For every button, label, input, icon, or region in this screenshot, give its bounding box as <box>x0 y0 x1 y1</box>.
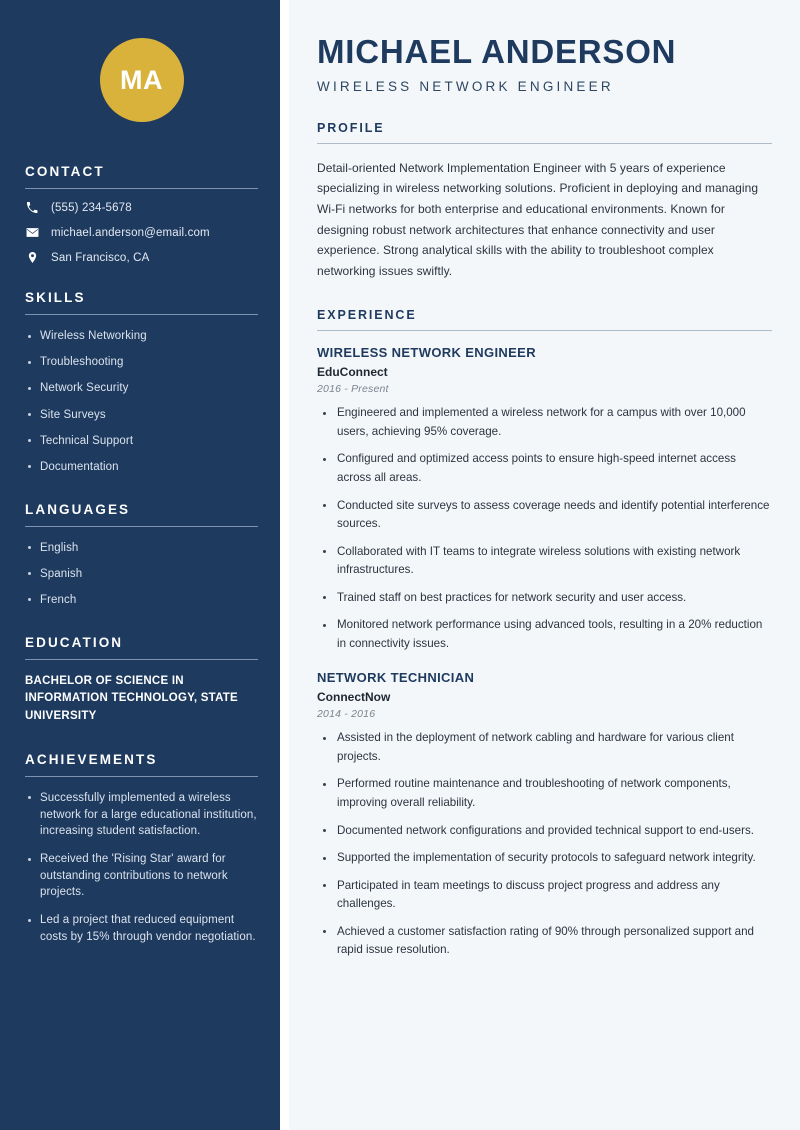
contact-list <box>25 202 258 264</box>
languages-divider <box>25 526 258 527</box>
profile-divider <box>317 143 772 144</box>
sidebar <box>0 0 280 1130</box>
experience-company: EduConnect <box>317 365 388 380</box>
experience-section <box>317 308 772 959</box>
list-item: Led a project that reduced equipment costs by 15% through vendor negotiation. <box>25 912 258 945</box>
list-item: Collaborated with IT teams to integrate wireless solutions with existing network infrastructures. <box>317 543 772 580</box>
contact-item-email <box>25 226 258 239</box>
experience-dates: 2016 - Present <box>317 383 389 396</box>
list-item: Site Surveys <box>25 407 258 424</box>
skills-section <box>25 290 258 476</box>
envelope-icon <box>25 226 39 239</box>
page-title: MICHAEL ANDERSON <box>317 33 677 70</box>
education-heading: EDUCATION <box>25 634 124 650</box>
contact-heading: CONTACT <box>25 164 105 179</box>
list-item: Supported the implementation of security protocols to safeguard network integrity. <box>317 849 772 868</box>
skills-list <box>25 328 258 476</box>
education-entry: BACHELOR OF SCIENCE IN INFORMATION TECHNOLOGY, STATE UNIVERSITY <box>25 674 238 723</box>
contact-item-phone <box>25 202 258 214</box>
contact-phone-value: (555) 234-5678 <box>51 202 132 214</box>
languages-heading: LANGUAGES <box>25 501 131 517</box>
list-item: Wireless Networking <box>25 328 258 345</box>
contact-divider <box>25 188 258 189</box>
contact-email-value: michael.anderson@email.com <box>51 226 210 239</box>
achievements-list <box>25 790 258 945</box>
phone-icon <box>25 202 39 214</box>
profile-section <box>317 121 772 282</box>
contact-item-location <box>25 251 258 264</box>
experience-company: ConnectNow <box>317 690 391 705</box>
main-content <box>289 0 800 1130</box>
list-item: English <box>25 540 258 557</box>
experience-role: WIRELESS NETWORK ENGINEER <box>317 345 536 361</box>
list-item: Trained staff on best practices for network security and user access. <box>317 589 772 608</box>
profile-text: Detail-oriented Network Implementation Engineer with 5 years of experience specializing in wireless networking solutions. Proficient in deploying and managing Wi-Fi networks for both enterprise and educational environments. Known for designing robust network architectures that enhance connectivity and user experience. Strong analytical skills with the ability to troubleshoot complex networking issues swiftly. <box>317 160 759 278</box>
list-item: Monitored network performance using advanced tools, resulting in a 20% reduction in connectivity issues. <box>317 616 772 653</box>
list-item: Spanish <box>25 566 258 583</box>
education-section <box>25 635 258 726</box>
experience-entry <box>317 670 772 959</box>
experience-bullet-list <box>317 404 772 653</box>
experience-divider <box>317 330 772 331</box>
languages-section <box>25 502 258 609</box>
profile-heading: PROFILE <box>317 120 385 135</box>
list-item: Achieved a customer satisfaction rating of 90% through personalized support and rapid issue resolution. <box>317 923 772 960</box>
languages-list <box>25 540 258 609</box>
list-item: Successfully implemented a wireless network for a large educational institution, increasing student satisfaction. <box>25 790 258 840</box>
job-title: WIRELESS NETWORK ENGINEER <box>317 78 614 94</box>
skills-divider <box>25 314 258 315</box>
list-item: Documentation <box>25 459 258 476</box>
avatar: MA <box>100 38 184 122</box>
list-item: Troubleshooting <box>25 354 258 371</box>
list-item: Technical Support <box>25 433 258 450</box>
list-item: French <box>25 592 258 609</box>
achievements-divider <box>25 776 258 777</box>
list-item: Documented network configurations and provided technical support to end-users. <box>317 822 772 841</box>
experience-entry <box>317 345 772 653</box>
list-item: Assisted in the deployment of network cabling and hardware for various client projects. <box>317 729 772 766</box>
location-pin-icon <box>25 251 39 264</box>
achievements-heading: ACHIEVEMENTS <box>25 751 158 767</box>
list-item: Participated in team meetings to discuss project progress and address any challenges. <box>317 877 772 914</box>
list-item: Received the 'Rising Star' award for outstanding contributions to network projects. <box>25 851 258 901</box>
contact-location-value: San Francisco, CA <box>51 251 150 264</box>
column-separator <box>280 0 289 1130</box>
experience-role: NETWORK TECHNICIAN <box>317 670 475 686</box>
contact-section <box>25 164 258 264</box>
experience-heading: EXPERIENCE <box>317 308 417 323</box>
education-divider <box>25 659 258 660</box>
list-item: Configured and optimized access points to ensure high-speed internet access across all areas. <box>317 450 772 487</box>
list-item: Engineered and implemented a wireless network for a campus with over 10,000 users, achieving 95% coverage. <box>317 404 772 441</box>
experience-bullet-list <box>317 729 772 959</box>
experience-dates: 2014 - 2016 <box>317 708 376 721</box>
avatar-container <box>25 0 258 164</box>
skills-heading: SKILLS <box>25 290 86 305</box>
list-item: Network Security <box>25 380 258 397</box>
list-item: Performed routine maintenance and troubleshooting of network components, improving overall reliability. <box>317 775 772 812</box>
list-item: Conducted site surveys to assess coverage needs and identify potential interference sources. <box>317 497 772 534</box>
achievements-section <box>25 752 258 945</box>
